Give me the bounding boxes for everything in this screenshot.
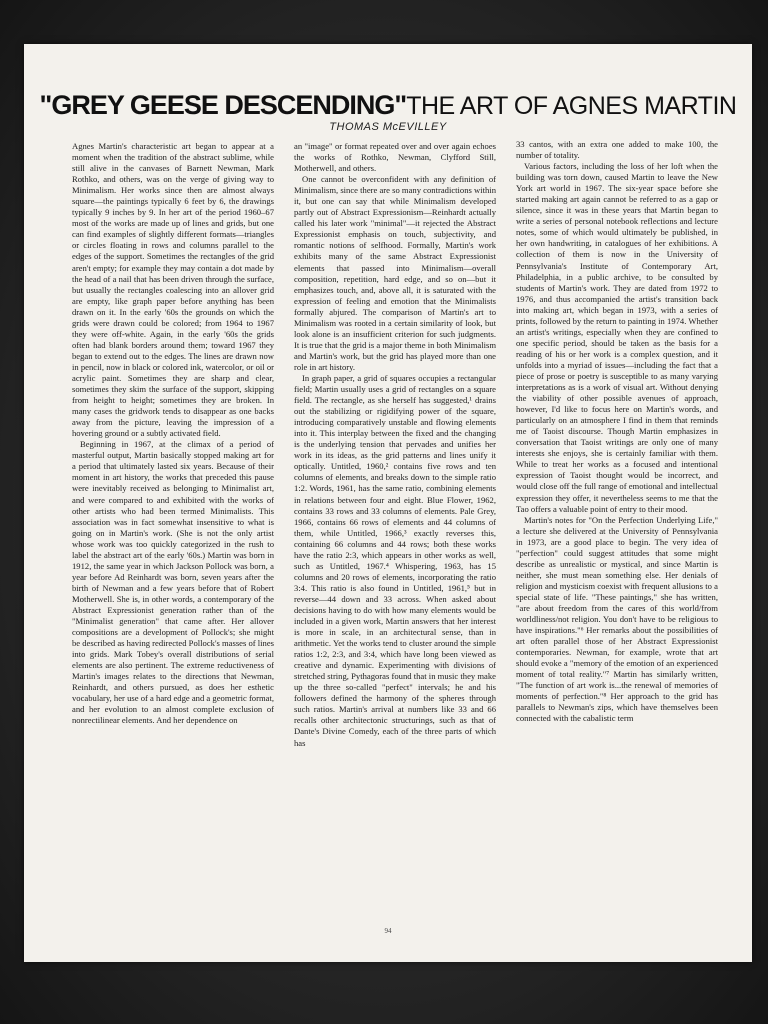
paragraph: an "image" or format repeated over and over again echoes the works of Rothko, Newman, Clyfford Still, Motherwell, and others. — [294, 141, 496, 174]
paragraph: Various factors, including the loss of her loft when the building was torn down, caused Martin to leave the New York art world in 1967. The six-year space before she started making art again cannot be referred to as a gap or silence, since it was in these years that Martin began to write a series of personal notebook reflections and lecture notes, some of which would ultimately be published, in her own handwriting, in catalogues of her exhibitions. A collection of them is now in the University of Pennsylvania's Institute of Contemporary Art, Philadelphia, in a public archive, to be consulted by students of Martin's work. They are dated from 1972 to 1976, and thus accompanied the artist's transition back into making art, which began in 1973, with a series of prints, followed by the return to painting in 1974. Whether an artist's writings, especially when they are confined to one specific period, should be taken as the basis for a reading of his or her work is a complex question, and it unfolds into a myriad of issues—including the fact that a piece of prose or poetry is susceptible to as many varying interpretations as is a work of visual art. Without denying the viability of other possible avenues of approach, however, I'd like to focus here on Martin's words, and particularly on an atmosphere I find in them that reminds me of Taoist discourse. Though Martin emphasizes in conversation that Taoist writings are only one of many interests she enjoys, she is certainly familiar with them. While to treat her works as a focused and intentional expression of Taoist thought would be incorrect, and would close off the full range of emotional and intellectual expression they offer, it nevertheless seems to me that the Tao offers a valuable point of entry to their mood. — [516, 161, 718, 514]
magazine-page — [24, 44, 752, 962]
article-title-quoted: "GREY GEESE DESCENDING" — [39, 90, 407, 120]
article-author: THOMAS McEVILLEY — [329, 121, 447, 133]
paragraph: 33 cantos, with an extra one added to make 100, the number of totality. — [516, 139, 718, 161]
text-column-2 — [294, 141, 496, 921]
paragraph: Beginning in 1967, at the climax of a period of masterful output, Martin basically stopped making art for a period that ultimately lasted six years. Because of their moment in art history, the works that preceded this pause were inevitably received as belonging to Minimalist art, and were compared to and exhibited with the works of other artists who had been termed Minimalists. This association was in fact somewhat insensitive to what is going on in Martin's work. (She is not the only artist whose work was too quickly categorized in the rush to label the abstract art of the early '60s.) Martin was born in 1912, the same year in which Jackson Pollock was born, a year before Ad Reinhardt was born, seven years after the birth of Newman and a few years before that of Robert Motherwell. She is, in other words, a contemporary of the Abstract Expressionist generation rather than of the "Minimalist generation" that came after. Her allover compositions are a development of Pollock's; she might be described as having redirected Pollock's masses of lines into grids. Mark Tobey's overall distributions of serial elements are also pertinent. The extreme reductiveness of Martin's images relates to the directions that Newman, Reinhardt, and others pursued, as does her esthetic vocabulary, her use of a hard edge and a geometric format, and her evolution to an almost complete exclusion of nonrectilinear elements. And her dependence on — [72, 439, 274, 726]
article-title-subtitle: THE ART OF AGNES MARTIN — [406, 92, 737, 120]
page-number: 94 — [384, 927, 392, 935]
paragraph: Martin's notes for "On the Perfection Underlying Life," a lecture she delivered at the University of Pennsylvania in 1973, are a good place to begin. The very idea of "perfection" could suggest attitudes that some might describe as unrealistic or mystical, and since Martin is neither, she must mean something else. Her denials of religion and mysticism coexist with frequent allusions to a special state of life. "These paintings," she has written, "are about freedom from the cares of this world/from worldliness/not religion. You don't have to be religious to have inspirations."⁶ Her remarks about the possibilities of art often parallel those of her Abstract Expressionist contemporaries. Newman, for example, wrote that art should evoke a "memory of the emotion of an experienced moment of total reality."⁷ Martin has similarly written, "The function of art work is...the renewal of memories of moments of perfection."⁸ Her approach to the grid has parallels to Newman's zips, which have themselves been connected with the cabalistic term — [516, 514, 718, 724]
paragraph: In graph paper, a grid of squares occupies a rectangular field; Martin usually uses a grid of rectangles on a square field. The rectangle, as she herself has suggested,¹ drains out the stabilizing or rigidifying power of the square, introducing comparatively unstable and flowing elements into it. This interplay between the fixed and the changing is the underlying tension that pervades and unifies her work in its ideas, as the grid patterns and lines unify it optically. Untitled, 1960,² contains five rows and ten columns of elements, and breaks down to the simple ratio 1:2. Words, 1961, has the same ratio, combining elements in relations between four and eight. Blue Flower, 1962, contains 33 rows and 33 columns of elements. Pale Grey, 1966, contains 66 rows of elements and 44 columns of them, while Untitled, 1966,³ exactly reverses this, containing 66 columns and 44 rows; both these works have the ratio 2:3, which appears in other works as well, such as Untitled, 1967.⁴ Whispering, 1963, has 15 columns and 20 rows of elements, incorporating the ratio 3:4. This ratio is also found in Untitled, 1961,⁵ but in reverse—44 down and 33 across. When asked about decisions having to do with how many elements would be included in a given work, Martin answers that her interest is more in scale, in an architectural sense, than in arithmetic. Yet the works tend to cluster around the simple ratios 1:2, 2:3, and 3:4, which have long been viewed as creative and dynamic. Experimenting with divisions of stretched string, Pythagoras found that in music they make up the three so-called "perfect" intervals; he and his followers defined the harmony of the spheres through such ratios. Martin's arrival at numbers like 33 and 66 recalls other architectonic structurings, such as that of Dante's Divine Comedy, each of the three parts of which has — [294, 372, 496, 748]
article-title — [24, 92, 752, 119]
paragraph: One cannot be overconfident with any definition of Minimalism, since there are so many contradictions within it, but one can say that while Minimalism developed partly out of Abstract Expressionism—Reinhardt actually called his later work "minimal"—it rejected the Abstract Expressionist emphasis on touch, subjectivity, and romantic notions of selfhood. Formally, Martin's work exhibits many of the same Abstract Expressionist elements that passed into Minimalism—overall composition, repetition, hard edge, and so on—but it emphasizes touch, and, above all, it is saturated with the expression of feeling and emotion that the Minimalists formally abjured. The comparison of Martin's art to Minimalism was rooted in a certain similarity of look, but look alone is an insufficient criterion for such judgments. It is true that the grid is a major theme in both Minimalism and Martin's work, but the grid has played more than one role in art history. — [294, 174, 496, 372]
paragraph: Agnes Martin's characteristic art began to appear at a moment when the tradition of the abstract sublime, while still alive in the canvases of Barnett Newman, Mark Rothko, and others, was on the verge of giving way to Minimalism. Her works since then are almost always square—the paintings typically 6 feet by 6, the drawings typically 9 inches by 9. In her art of the period 1960–67 most of the works are made up of lines and grids, but one can find examples of slightly different formats—triangles or circles floating in rows and columns parallel to the edges of the support. Sometimes the rectangles of the grid aren't empty; for example they may contain a dot made by the head of a nail that has been driven through the surface, but usually the rectangles coalescing into an allover grid are empty, like graph paper before anything has been drawn on it. In the early '60s the grounds on which the grids were drawn could be colored; from 1964 to 1967 they were off-white. Again, in the early '60s the grids often had blank borders around them; toward 1967 they began to extend out to the edges. The lines are drawn now in pencil, now in black or colored ink, watercolor, or oil or acrylic paint. Sometimes they are sharp and clear, sometimes they skim the surface of the support, skipping from height to height; sometimes they are broken. In many cases the gridwork tends to disappear as one backs away from the picture, leaving the impression of a hovering ground or a subtly activated field. — [72, 141, 274, 439]
text-column-3 — [516, 139, 718, 919]
text-column-1 — [72, 141, 274, 921]
